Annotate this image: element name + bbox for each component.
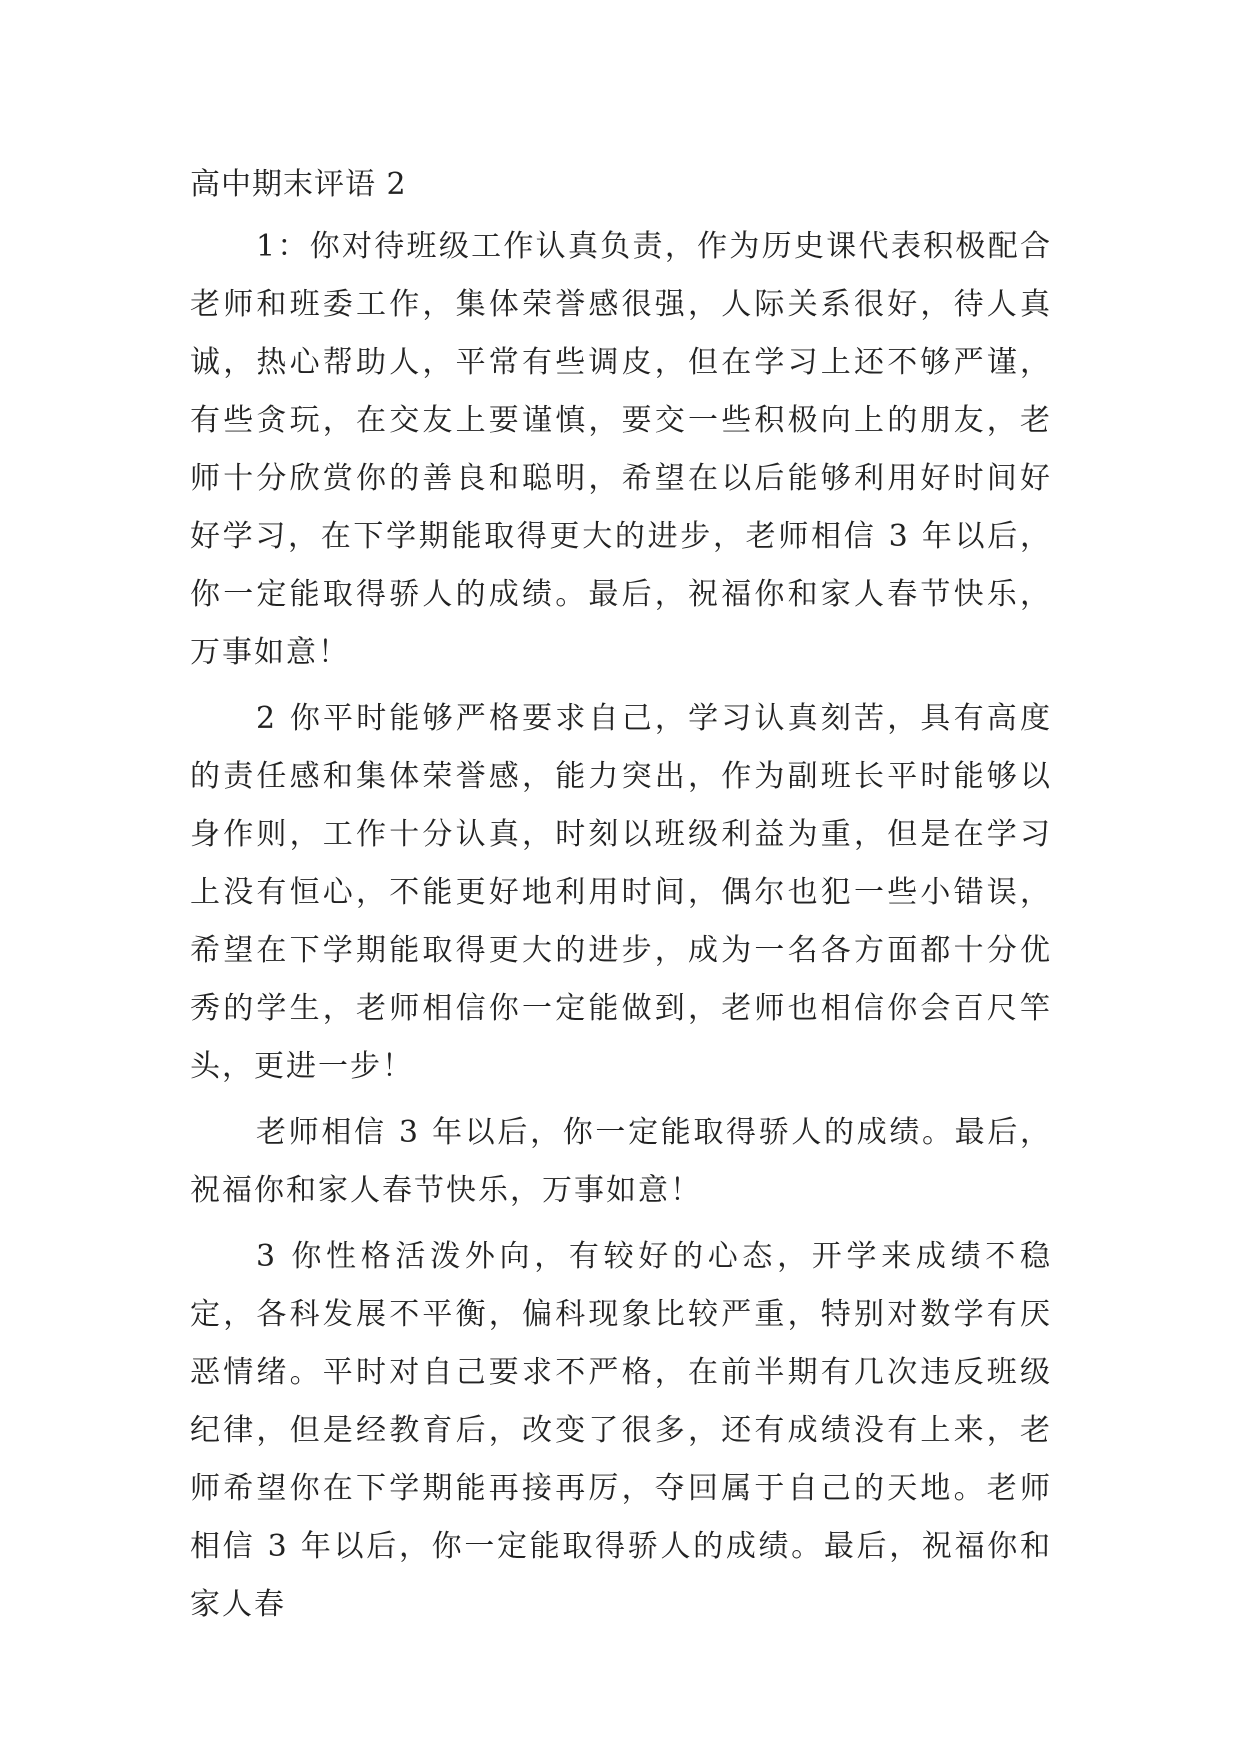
paragraph-comment-1: 1：你对待班级工作认真负责，作为历史课代表积极配合老师和班委工作，集体荣誉感很强，人际关系很好，待人真诚，热心帮助人，平常有些调皮，但在学习上还不够严谨，有些贪玩，在交友上要谨慎，要交一些积极向上的朋友，老师十分欣赏你的善良和聪明，希望在以后能够利用好时间好好学习，在下学期能取得更大的进步，老师相信 3 年以后，你一定能取得骄人的成绩。最后，祝福你和家人春节快乐，万事如意！ xyxy=(190,229,1052,670)
paragraph-comment-2: 2 你平时能够严格要求自己，学习认真刻苦，具有高度的责任感和集体荣誉感，能力突出，作为副班长平时能够以身作则，工作十分认真，时刻以班级利益为重，但是在学习上没有恒心，不能更好地利用时间，偶尔也犯一些小错误，希望在下学期能取得更大的进步，成为一名各方面都十分优秀的学生，老师相信你一定能做到，老师也相信你会百尺竿头，更进一步！ xyxy=(190,701,1052,1084)
paragraph-closing-wish: 老师相信 3 年以后，你一定能取得骄人的成绩。最后，祝福你和家人春节快乐，万事如意！ xyxy=(190,1115,1052,1208)
paragraph-comment-3: 3 你性格活泼外向，有较好的心态，开学来成绩不稳定，各科发展不平衡，偏科现象比较严重，特别对数学有厌恶情绪。平时对自己要求不严格，在前半期有几次违反班级纪律，但是经教育后，改变了很多，还有成绩没有上来，老师希望你在下学期能再接再厉，夺回属于自己的天地。老师相信 3 年以后，你一定能取得骄人的成绩。最后，祝福你和家人春 xyxy=(190,1239,1052,1622)
document-title: 高中期末评语 2 xyxy=(190,167,407,202)
document-body xyxy=(190,163,1052,1642)
